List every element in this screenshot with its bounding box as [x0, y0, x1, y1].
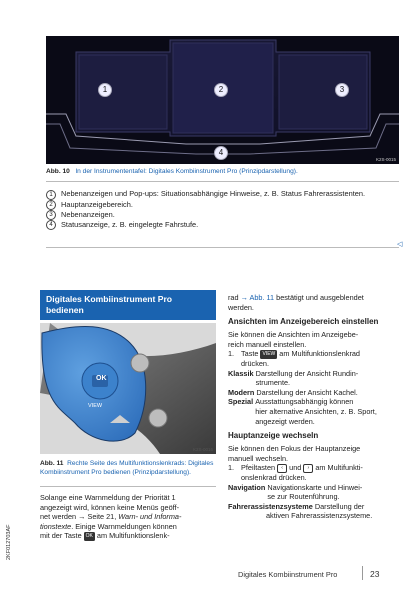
section-title — [40, 290, 216, 320]
continue-arrow-icon: ◁ — [397, 241, 403, 248]
figure-instrument-cluster — [46, 36, 399, 164]
legend-item — [46, 200, 396, 210]
section-title-line: Digitales Kombiinstrument Pro — [46, 294, 173, 304]
figure-10-caption — [46, 168, 406, 177]
caption-label: Abb. 11 — [40, 460, 64, 467]
footer-chapter: Digitales Kombiinstrument Pro — [238, 570, 338, 579]
definition: Fahrerassistenzsysteme Darstellung der aktiven Fahrerassistenzsysteme. — [228, 501, 373, 521]
definition: Modern Darstellung der Ansicht Kachel. — [228, 387, 358, 397]
legend-text: Hauptanzeigebereich. — [61, 200, 133, 209]
step: 1. Taste VIEW am Multifunktionslenkrad drücken. — [228, 349, 360, 368]
heading-main-display: Hauptanzeige wechseln — [228, 431, 319, 441]
text-line: angezeigt wird, können keine Menüs geöff- — [40, 502, 180, 512]
view-key-icon: VIEW — [262, 350, 276, 357]
figure-link[interactable]: → Abb. 11 — [240, 293, 275, 302]
legend-number: 2 — [46, 200, 56, 210]
heading-views: Ansichten im Anzeigebereich einstellen — [228, 317, 379, 327]
step: 1. Pfeiltasten ‹ und › am Multifunkti- onslenkrad drücken. — [228, 463, 363, 482]
text-line: net werden → Seite 21, Warn- und Informa- — [40, 512, 182, 522]
figure-steering-wheel — [40, 323, 216, 454]
text-line: Sie können den Fokus der Hauptanzeige — [228, 444, 361, 454]
definition: Navigation Navigationskarte und Hinwei- se zur Routenführung. — [228, 482, 363, 502]
divider — [46, 247, 399, 248]
legend-item — [46, 210, 396, 220]
marker-2: 2 — [214, 83, 228, 97]
caption-text: In der Instrumententafel: Digitales Kombiinstrument Pro (Prinzipdarstellung). — [75, 168, 298, 175]
arrow-left-key-icon: ‹ — [277, 464, 287, 473]
text-line: Solange eine Warnmeldung der Priorität 1 — [40, 493, 176, 502]
text-line: tionstexte. Einige Warnmeldungen können — [40, 521, 177, 531]
legend-list — [46, 189, 396, 230]
cluster-illustration — [46, 36, 399, 164]
text-line: reich manuell einstellen. — [228, 339, 307, 349]
arrow-right-key-icon: › — [303, 464, 313, 473]
legend-text: Nebenanzeigen und Pop-ups: Situationsabhängige Hinweise, z. B. Status Fahrerassistenten. — [61, 189, 366, 198]
figure-code: K2S-0015 — [375, 157, 396, 162]
steering-wheel-illustration — [40, 323, 216, 454]
legend-number: 3 — [46, 210, 56, 220]
legend-number: 1 — [46, 190, 56, 200]
definition: Spezial Ausstattungsabhängig können hier alternative Ansichten, z. B. Sport, angezeigt werden. — [228, 397, 377, 426]
figure-code: K2S-0016 — [192, 447, 213, 452]
legend-text: Statusanzeige, z. B. eingelegte Fahrstufe. — [61, 220, 199, 230]
divider — [46, 181, 399, 182]
marker-1: 1 — [98, 83, 112, 97]
section-title-line: bedienen — [46, 305, 84, 315]
legend-item — [46, 189, 396, 200]
divider — [40, 486, 216, 487]
text-line: werden. — [228, 302, 254, 312]
definition: Klassik Darstellung der Ansicht Rundin- strumente. — [228, 368, 359, 388]
ok-button: OK — [96, 375, 107, 382]
text-line: rad → Abb. 11 bestätigt und ausgeblendet — [228, 293, 364, 302]
page-link[interactable]: → Seite 21, — [78, 512, 119, 522]
figure-11-caption — [40, 460, 216, 477]
view-button: VIEW — [88, 403, 103, 409]
page-number: 23 — [370, 569, 380, 579]
text-line: Sie können die Ansichten im Anzeigebe- — [228, 330, 359, 340]
caption-label: Abb. 10 — [46, 168, 70, 175]
text-line: mit der Taste OK am Multifunktionslenk- — [40, 531, 170, 541]
marker-3: 3 — [335, 83, 349, 97]
left-paragraph — [40, 493, 220, 541]
legend-text: Nebenanzeigen. — [61, 210, 115, 220]
marker-4: 4 — [214, 146, 228, 160]
footer-divider — [362, 566, 363, 580]
ok-key-icon: OK — [85, 532, 93, 539]
legend-number: 4 — [46, 220, 56, 230]
document-code: 2KF012703AF — [6, 524, 12, 560]
text-line: manuell wechseln. — [228, 453, 289, 463]
caption-text: Rechte Seite des Multifunktionslenkrads: Digitales Kombiinstrument Pro bedienen (Prinzipdarstellung). — [40, 460, 214, 476]
legend-item — [46, 220, 396, 230]
right-column — [228, 293, 406, 521]
